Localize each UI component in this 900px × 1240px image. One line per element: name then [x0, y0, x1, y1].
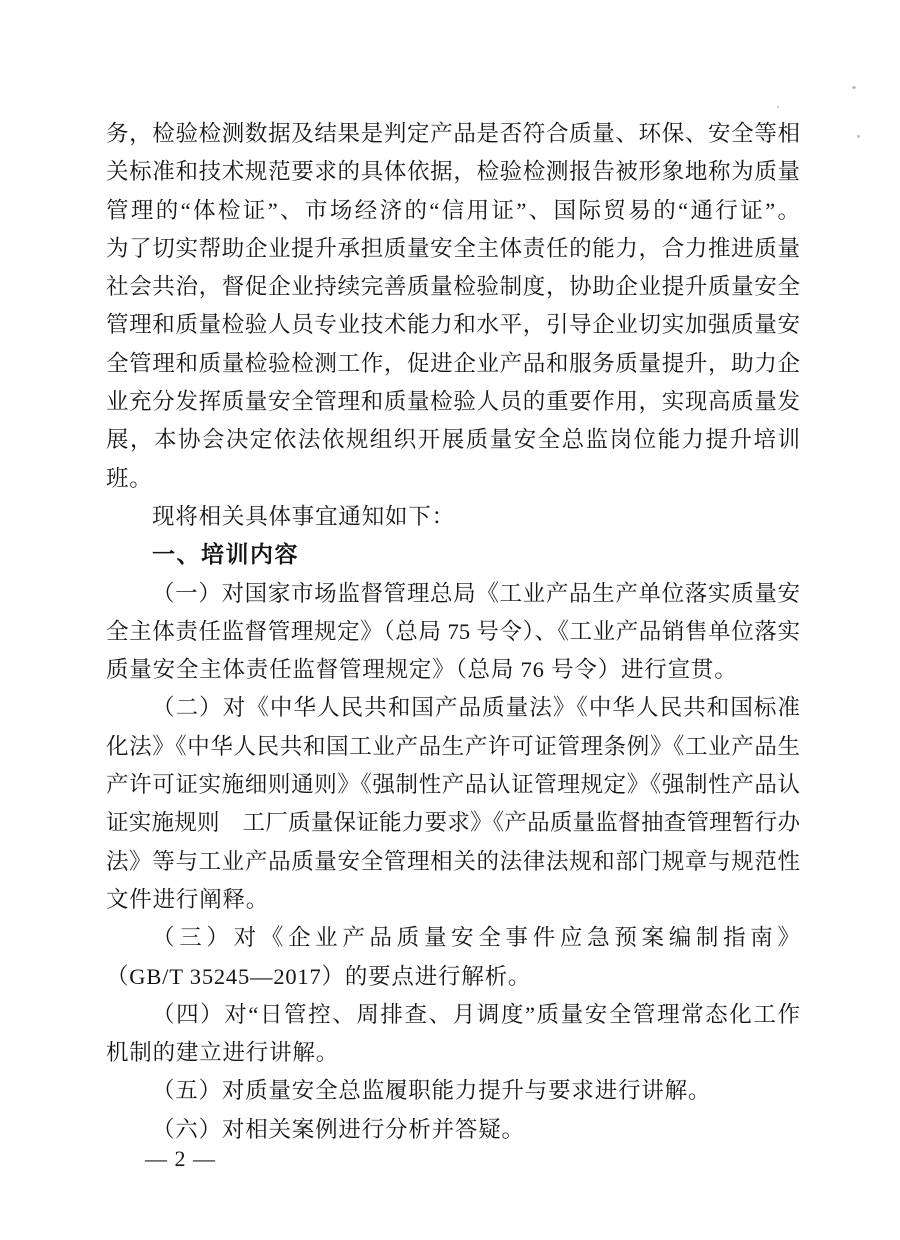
scan-speck — [857, 135, 860, 138]
text-line: 社会共治，督促企业持续完善质量检验制度，协助企业提升质量安全 — [106, 274, 800, 300]
text-line: 机制的建立进行讲解。 — [106, 1040, 340, 1066]
section-heading: 一、培训内容 — [152, 542, 299, 569]
text-line: 文件进行阐释。 — [106, 886, 270, 912]
text-line: （一）对国家市场监督管理总局《工业产品生产单位落实质量安 — [152, 580, 800, 606]
scan-speck — [852, 86, 856, 89]
text-line: 管理和质量检验人员专业技术能力和水平，引导企业切实加强质量安 — [106, 312, 800, 338]
text-line: （六）对相关案例进行分析并答疑。 — [152, 1116, 525, 1142]
text-line: 业充分发挥质量安全管理和质量检验人员的重要作用，实现高质量发 — [106, 389, 800, 415]
text-line: 展，本协会决定依法依规组织开展质量安全总监岗位能力提升培训 — [106, 427, 800, 453]
scan-speck — [777, 106, 779, 108]
document-text — [106, 115, 800, 1149]
text-line: 班。 — [106, 465, 153, 491]
text-line: 产许可证实施细则通则》《强制性产品认证管理规定》《强制性产品认 — [106, 772, 800, 798]
text-line: 化法》《中华人民共和国工业产品生产许可证管理条例》《工业产品生 — [106, 733, 800, 759]
text-line: 质量安全主体责任监督管理规定》（总局 76 号令）进行宣贯。 — [106, 657, 738, 683]
text-line: （GB/T 35245—2017）的要点进行解析。 — [106, 963, 532, 989]
text-line: （二）对《中华人民共和国产品质量法》《中华人民共和国标准 — [152, 695, 800, 721]
text-line: （五）对质量安全总监履职能力提升与要求进行讲解。 — [152, 1078, 712, 1104]
text-line: （四）对“日管控、周排查、月调度”质量安全管理常态化工作 — [152, 1001, 800, 1027]
text-line: 全管理和质量检验检测工作，促进企业产品和服务质量提升，助力企 — [106, 350, 800, 376]
text-line: 为了切实帮助企业提升承担质量安全主体责任的能力，合力推进质量 — [106, 235, 800, 261]
text-line: （三）对《企业产品质量安全事件应急预案编制指南》 — [152, 925, 800, 951]
text-line: 关标准和技术规范要求的具体依据，检验检测报告被形象地称为质量 — [106, 159, 800, 185]
text-line: 管理的“体检证”、市场经济的“信用证”、国际贸易的“通行证”。 — [106, 197, 800, 223]
text-line: 法》等与工业产品质量安全管理相关的法律法规和部门规章与规范性 — [106, 848, 800, 874]
text-line: 务，检验检测数据及结果是判定产品是否符合质量、环保、安全等相 — [106, 121, 800, 146]
page-number: — 2 — — [145, 1146, 216, 1171]
text-line: 现将相关具体事宜通知如下： — [152, 503, 455, 529]
text-line: 全主体责任监督管理规定》（总局 75 号令）、《工业产品销售单位落实 — [106, 618, 800, 644]
text-line: 证实施规则 工厂质量保证能力要求》《产品质量监督抽查管理暂行办 — [106, 810, 800, 836]
